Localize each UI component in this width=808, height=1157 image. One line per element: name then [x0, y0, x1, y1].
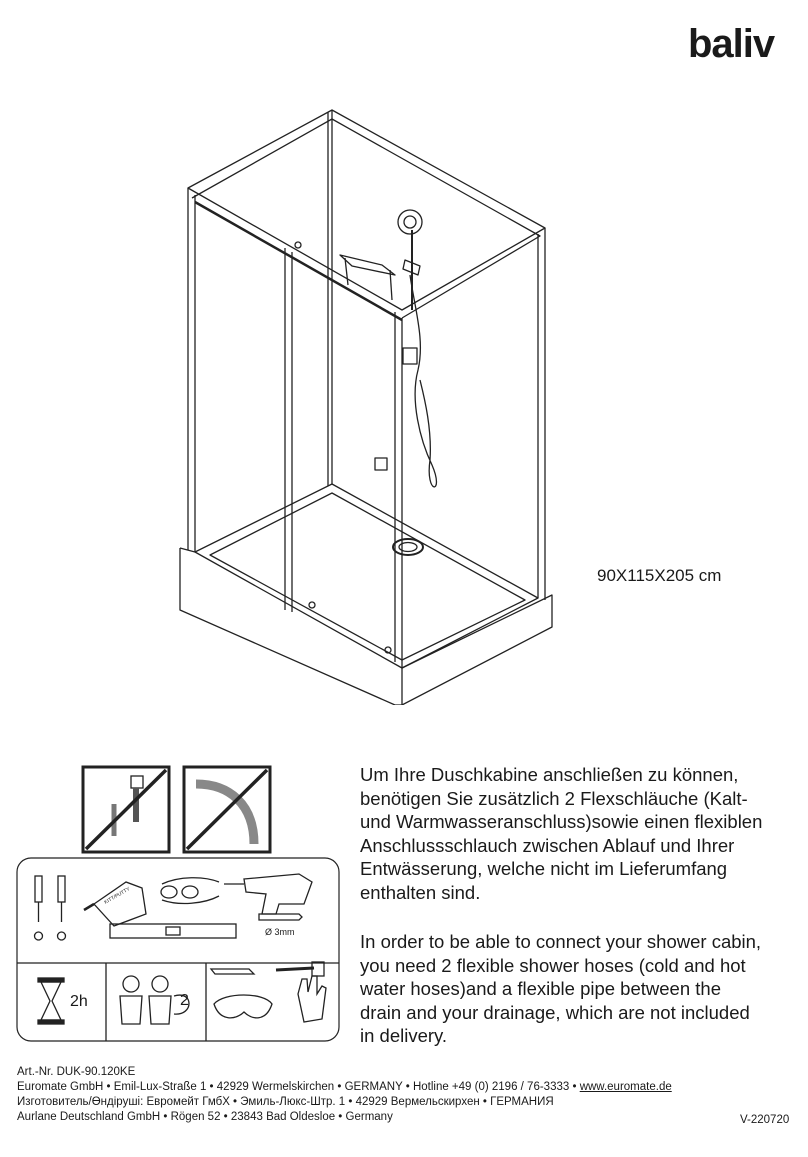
- two-persons-icon: [120, 976, 189, 1024]
- notice-de-line: Anschlussschlauch zwischen Ablauf und Ihrer: [360, 834, 735, 856]
- notice-en-line: you need 2 flexible shower hoses (cold and hot: [360, 954, 746, 976]
- notice-en-line: In order to be able to connect your shower cabin,: [360, 931, 762, 952]
- hourglass-icon: [38, 978, 64, 1024]
- manufacturer-address: Euromate GmbH • Emil-Lux-Straße 1 • 42929 Wermelskirchen • GERMANY • Hotline +49 (0) 2196 / 76-3333 •: [17, 1081, 580, 1093]
- safety-goggles-icon: [214, 995, 272, 1018]
- not-included-hoses-icon: [83, 767, 169, 852]
- notice-de-line: Entwässerung, welche nicht im Lieferumfang: [360, 858, 728, 879]
- drill-icon: [224, 874, 312, 914]
- importer-line: Aurlane Deutschland GmbH • Rögen 52 • 23843 Bad Oldesloe • Germany: [17, 1111, 393, 1123]
- screwdrivers-icon: [35, 876, 66, 940]
- putty-bottle-icon: [84, 882, 146, 926]
- version-code: V-220720: [740, 1114, 790, 1126]
- notice-de-line: benötigen Sie zusätzlich 2 Flexschläuche (Kalt-: [360, 787, 748, 809]
- pliers-icon: [161, 878, 219, 904]
- shower-cabin-illustration: [170, 100, 560, 705]
- notice-de-line: enthalten sind.: [360, 881, 481, 903]
- manufacturer-line: [17, 1080, 672, 1095]
- notice-en-line: drain and your drainage, which are not included: [360, 1001, 750, 1023]
- article-number: Art.-Nr. DUK-90.120KE: [17, 1066, 136, 1078]
- drill-size-label: Ø 3mm: [265, 927, 295, 937]
- gloves-icon: [298, 976, 326, 1022]
- notice-en-line: in delivery.: [360, 1025, 448, 1046]
- brand-logo: baliv: [688, 22, 775, 66]
- manufacturer-line-ru: Изготовитель/Өндірушi: Евромейт ГмбХ • Эмиль-Люкс-Штр. 1 • 42929 Вермельскирхен • ГЕРМАНИЯ: [17, 1096, 554, 1108]
- drill-bit-icon: [259, 914, 302, 920]
- notice-de-line: und Warmwasseranschluss)sowie einen flexiblen: [360, 811, 763, 832]
- notice-en-line: water hoses)and a flexible pipe between the: [360, 978, 721, 999]
- required-tools-panel: [14, 764, 344, 1046]
- footer: [17, 1065, 672, 1125]
- notice-english: [360, 930, 800, 1048]
- not-included-drain-pipe-icon: [184, 767, 270, 852]
- putty-label: KITT/PUTTY: [103, 886, 132, 906]
- spirit-level-icon: [110, 924, 236, 938]
- time-required-label: 2h: [70, 993, 88, 1010]
- notice-german: [360, 763, 800, 904]
- website-link[interactable]: www.euromate.de: [579, 1081, 672, 1093]
- product-dimensions: 90X115X205 cm: [597, 566, 722, 585]
- knife-and-hammer-icon: [211, 962, 324, 976]
- persons-required-label: 2: [180, 992, 189, 1009]
- notice-de-line: Um Ihre Duschkabine anschließen zu können,: [360, 764, 739, 785]
